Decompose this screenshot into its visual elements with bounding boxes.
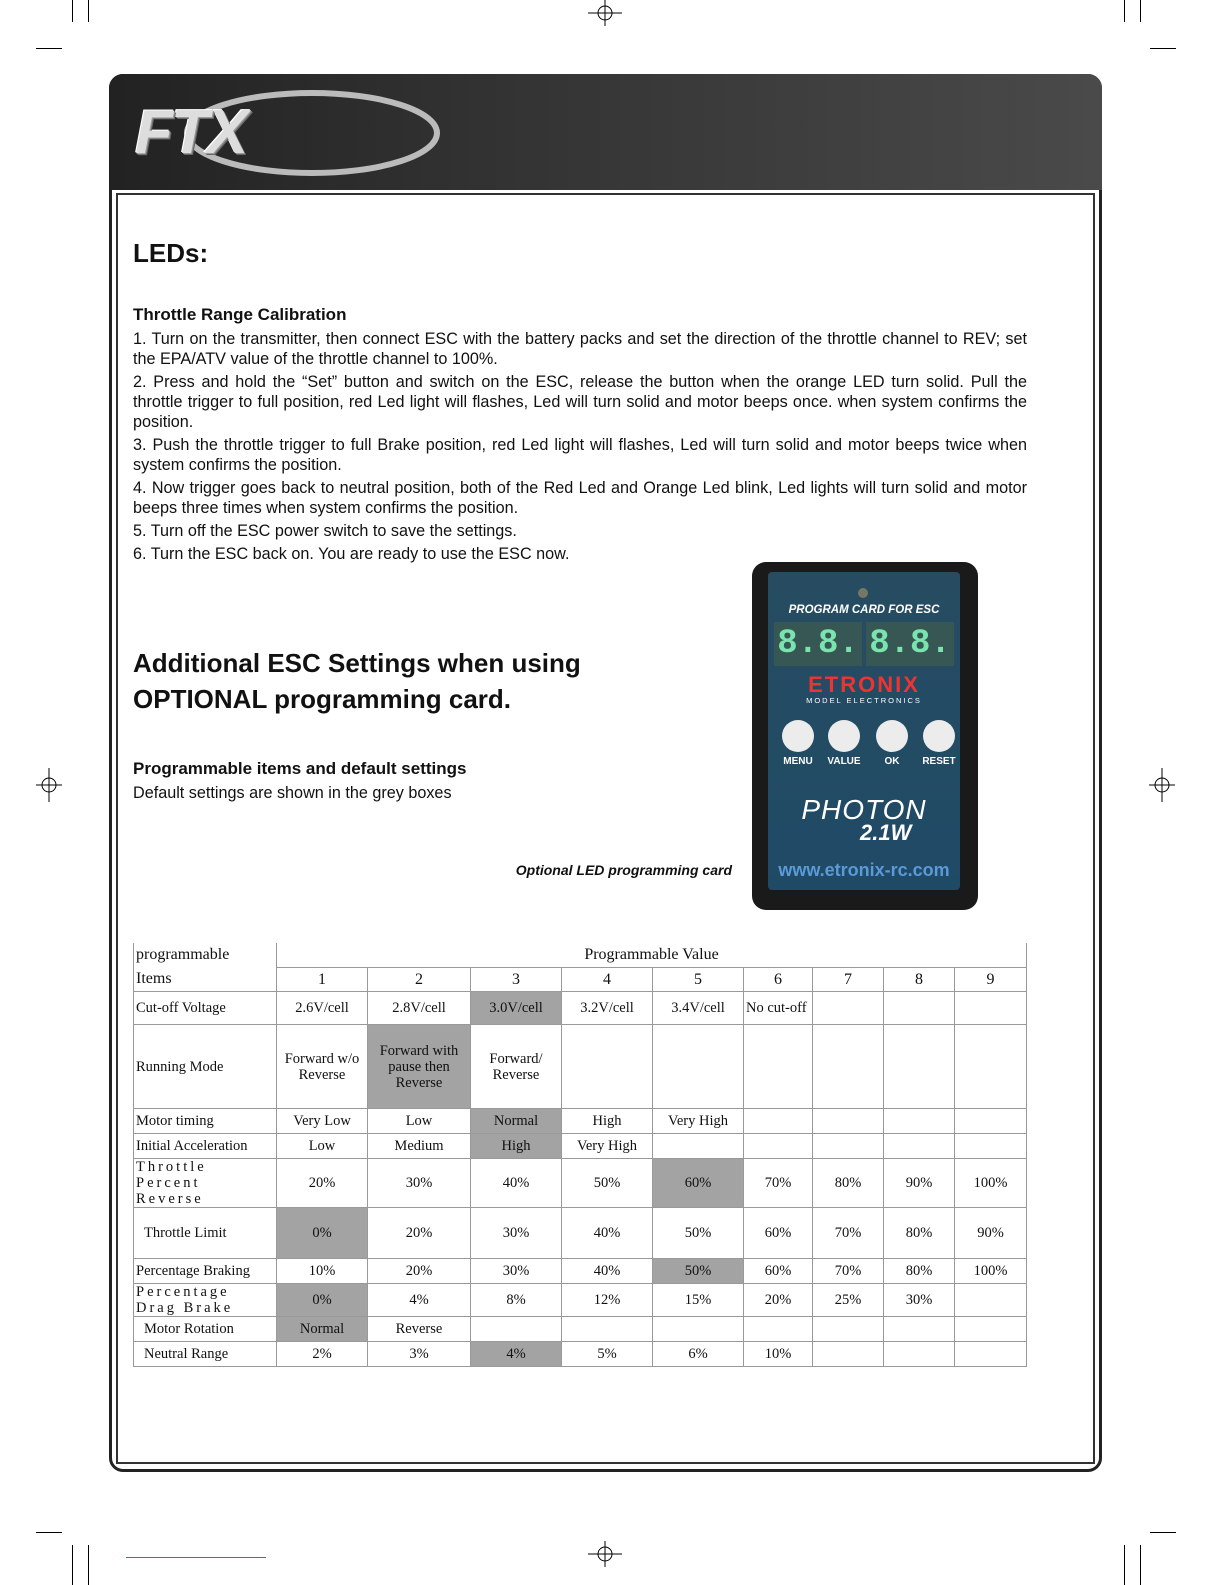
- column-header: 1: [277, 968, 368, 992]
- value-cell: 70%: [813, 1259, 884, 1284]
- crop-mark: [1150, 1532, 1176, 1533]
- step: 3. Push the throttle trigger to full Brake position, red Led light will flashes, Led will turn solid and motor beeps twice when system confirms the position.: [133, 436, 1027, 474]
- row-label: Percentage Drag Brake: [134, 1284, 277, 1317]
- header-text: Items: [136, 970, 172, 987]
- value-cell: [955, 992, 1027, 1025]
- value-cell: 60%: [744, 1208, 813, 1259]
- value-cell: 5%: [562, 1342, 653, 1367]
- value-cell: 90%: [955, 1208, 1027, 1259]
- row-label: Cut-off Voltage: [134, 992, 277, 1025]
- value-cell: [955, 1109, 1027, 1134]
- value-cell: Very Low: [277, 1109, 368, 1134]
- step: 5. Turn off the ESC power switch to save the settings.: [133, 522, 517, 540]
- default-value-cell: 50%: [653, 1259, 744, 1284]
- footer-link-underline: [126, 1557, 266, 1558]
- value-cell: 30%: [471, 1208, 562, 1259]
- settings-table: [133, 943, 1027, 1367]
- additional-settings-heading: [133, 645, 581, 717]
- value-cell: Medium: [368, 1134, 471, 1159]
- value-cell: 100%: [955, 1259, 1027, 1284]
- card-product: PHOTON: [801, 794, 927, 825]
- value-cell: 2.8V/cell: [368, 992, 471, 1025]
- card-menu-button: [782, 720, 814, 752]
- value-cell: 70%: [744, 1159, 813, 1208]
- crop-mark: [88, 0, 89, 22]
- value-cell: [653, 1025, 744, 1109]
- column-header: 9: [955, 968, 1027, 992]
- table-row: [134, 1259, 1027, 1284]
- value-cell: 25%: [813, 1284, 884, 1317]
- ftx-logo: FTX: [135, 98, 247, 167]
- leds-heading: LEDs:: [133, 238, 209, 268]
- value-cell: 80%: [813, 1159, 884, 1208]
- value-cell: 40%: [562, 1259, 653, 1284]
- row-label: Initial Acceleration: [134, 1134, 277, 1159]
- value-cell: Reverse: [368, 1317, 471, 1342]
- card-display-left: 8.8.: [774, 622, 862, 666]
- value-cell: [884, 992, 955, 1025]
- crop-mark: [36, 1532, 62, 1533]
- card-value-button: [828, 720, 860, 752]
- value-cell: Very High: [653, 1109, 744, 1134]
- row-label: Motor Rotation: [134, 1317, 277, 1342]
- registration-mark-icon: [588, 0, 622, 26]
- calibration-heading: Throttle Range Calibration: [133, 305, 347, 324]
- card-caption: Optional LED programming card: [515, 862, 732, 878]
- registration-mark-icon: [588, 1541, 622, 1567]
- value-cell: [884, 1025, 955, 1109]
- default-note: Default settings are shown in the grey boxes: [133, 784, 452, 802]
- step: 4. Now trigger goes back to neutral position, both of the Red Led and Orange Led blink, Led lights will turn solid and motor beeps three times when system confirms the position.: [133, 479, 1027, 517]
- value-cell: [955, 1284, 1027, 1317]
- step: 2. Press and hold the “Set” button and switch on the ESC, release the button when the orange LED turn solid. Pull the throttle trigger to full position, red Led light will flashes, Led will turn solid and motor beeps once. when system confirms the position.: [133, 373, 1027, 431]
- default-value-cell: Normal: [277, 1317, 368, 1342]
- card-button-label: VALUE: [827, 756, 861, 767]
- card-url: www.etronix-rc.com: [778, 860, 950, 880]
- value-cell: 10%: [277, 1259, 368, 1284]
- items-header: [134, 943, 277, 992]
- crop-mark: [72, 1545, 73, 1585]
- default-value-cell: 60%: [653, 1159, 744, 1208]
- value-cell: [744, 1109, 813, 1134]
- default-value-cell: High: [471, 1134, 562, 1159]
- value-cell: High: [562, 1109, 653, 1134]
- column-header: 7: [813, 968, 884, 992]
- table-row: [134, 1342, 1027, 1367]
- value-cell: 80%: [884, 1259, 955, 1284]
- value-cell: 4%: [368, 1284, 471, 1317]
- table-row: [134, 1284, 1027, 1317]
- crop-mark: [1124, 0, 1125, 22]
- header-text: programmable: [136, 946, 230, 963]
- default-value-cell: 4%: [471, 1342, 562, 1367]
- crop-mark: [1140, 1545, 1141, 1585]
- heading-line: OPTIONAL programming card.: [133, 684, 512, 714]
- heading-line: Additional ESC Settings when using: [133, 648, 581, 678]
- default-value-cell: 3.0V/cell: [471, 992, 562, 1025]
- value-cell: 20%: [277, 1159, 368, 1208]
- value-cell: 40%: [562, 1208, 653, 1259]
- value-cell: [955, 1134, 1027, 1159]
- value-cell: 50%: [562, 1159, 653, 1208]
- table-row: [134, 992, 1027, 1025]
- row-label: Throttle Percent Reverse: [134, 1159, 277, 1208]
- card-ok-button: [876, 720, 908, 752]
- card-button-label: MENU: [783, 756, 813, 767]
- calibration-steps: [133, 329, 1027, 567]
- value-cell: 20%: [368, 1259, 471, 1284]
- value-cell: 15%: [653, 1284, 744, 1317]
- value-cell: 10%: [744, 1342, 813, 1367]
- value-cell: [744, 1134, 813, 1159]
- step: 6. Turn the ESC back on. You are ready to use the ESC now.: [133, 545, 570, 563]
- value-cell: [744, 1317, 813, 1342]
- column-header: 4: [562, 968, 653, 992]
- card-button-label: OK: [884, 756, 900, 767]
- value-cell: [813, 1317, 884, 1342]
- value-cell: 12%: [562, 1284, 653, 1317]
- value-cell: Low: [277, 1134, 368, 1159]
- row-label: Percentage Braking: [134, 1259, 277, 1284]
- row-label: Running Mode: [134, 1025, 277, 1109]
- value-cell: [813, 992, 884, 1025]
- table-row: [134, 1109, 1027, 1134]
- card-display-right: 8.8.: [866, 622, 954, 666]
- row-label: Motor timing: [134, 1109, 277, 1134]
- value-cell: 20%: [368, 1208, 471, 1259]
- value-cell: [562, 1025, 653, 1109]
- value-cell: 100%: [955, 1159, 1027, 1208]
- value-cell: [813, 1109, 884, 1134]
- crop-mark: [72, 0, 73, 22]
- table-row: [134, 1159, 1027, 1208]
- table-row: [134, 1317, 1027, 1342]
- value-cell: No cut-off: [744, 992, 813, 1025]
- default-value-cell: Forward with pause then Reverse: [368, 1025, 471, 1109]
- value-cell: [884, 1317, 955, 1342]
- value-cell: 60%: [744, 1259, 813, 1284]
- value-cell: 2%: [277, 1342, 368, 1367]
- led-indicator-icon: [858, 588, 868, 598]
- value-cell: [884, 1109, 955, 1134]
- column-header: 8: [884, 968, 955, 992]
- column-header: 5: [653, 968, 744, 992]
- value-cell: [562, 1317, 653, 1342]
- value-cell: Forward/ Reverse: [471, 1025, 562, 1109]
- value-cell: 3.4V/cell: [653, 992, 744, 1025]
- row-label: Neutral Range: [134, 1342, 277, 1367]
- value-cell: 40%: [471, 1159, 562, 1208]
- value-cell: 6%: [653, 1342, 744, 1367]
- card-version: 2.1W: [860, 820, 912, 845]
- value-cell: 3.2V/cell: [562, 992, 653, 1025]
- value-cell: 8%: [471, 1284, 562, 1317]
- crop-mark: [88, 1545, 89, 1585]
- programmable-items-heading: Programmable items and default settings: [133, 759, 467, 778]
- value-cell: 30%: [884, 1284, 955, 1317]
- value-cell: [884, 1342, 955, 1367]
- card-face: [768, 572, 960, 890]
- programmable-value-header: Programmable Value: [277, 943, 1027, 968]
- registration-mark-icon: [36, 768, 62, 802]
- value-cell: [955, 1025, 1027, 1109]
- value-cell: 3%: [368, 1342, 471, 1367]
- column-header: 6: [744, 968, 813, 992]
- row-label: Throttle Limit: [134, 1208, 277, 1259]
- value-cell: 90%: [884, 1159, 955, 1208]
- value-cell: Low: [368, 1109, 471, 1134]
- card-button-label: RESET: [922, 756, 956, 767]
- value-cell: 50%: [653, 1208, 744, 1259]
- value-cell: [813, 1342, 884, 1367]
- value-cell: [813, 1025, 884, 1109]
- value-cell: [653, 1317, 744, 1342]
- table-row: [134, 1208, 1027, 1259]
- value-cell: [955, 1317, 1027, 1342]
- value-cell: [653, 1134, 744, 1159]
- card-brand-sub: MODEL ELECTRONICS: [806, 696, 922, 705]
- crop-mark: [1124, 1545, 1125, 1585]
- value-cell: [884, 1134, 955, 1159]
- default-value-cell: 0%: [277, 1208, 368, 1259]
- crop-mark: [36, 48, 62, 49]
- value-cell: 30%: [368, 1159, 471, 1208]
- value-cell: Forward w/o Reverse: [277, 1025, 368, 1109]
- column-header: 2: [368, 968, 471, 992]
- value-cell: [955, 1342, 1027, 1367]
- registration-mark-icon: [1149, 768, 1175, 802]
- value-cell: [744, 1025, 813, 1109]
- crop-mark: [1140, 0, 1141, 22]
- card-reset-button: [923, 720, 955, 752]
- programming-card-image: [752, 562, 978, 910]
- value-cell: 80%: [884, 1208, 955, 1259]
- column-header: 3: [471, 968, 562, 992]
- value-cell: [471, 1317, 562, 1342]
- crop-mark: [1150, 48, 1176, 49]
- card-title: PROGRAM CARD FOR ESC: [788, 604, 940, 616]
- default-value-cell: 0%: [277, 1284, 368, 1317]
- value-cell: 20%: [744, 1284, 813, 1317]
- value-cell: Very High: [562, 1134, 653, 1159]
- value-cell: 2.6V/cell: [277, 992, 368, 1025]
- table-row: [134, 1134, 1027, 1159]
- table-row: [134, 1025, 1027, 1109]
- step: 1. Turn on the transmitter, then connect ESC with the battery packs and set the direction of the throttle channel to REV; set the EPA/ATV value of the throttle channel to 100%.: [133, 330, 1027, 368]
- value-cell: [813, 1134, 884, 1159]
- card-brand: ETRONIX: [808, 672, 920, 697]
- value-cell: 30%: [471, 1259, 562, 1284]
- default-value-cell: Normal: [471, 1109, 562, 1134]
- value-cell: 70%: [813, 1208, 884, 1259]
